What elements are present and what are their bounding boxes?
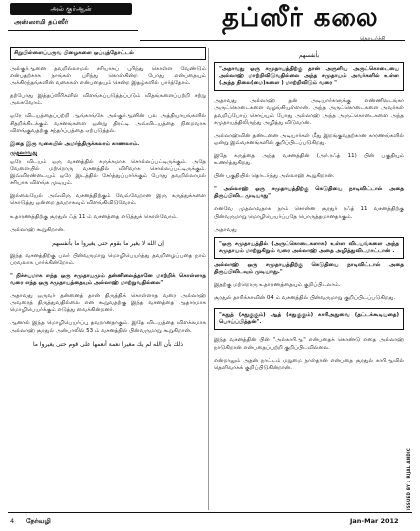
arabic-verse: بأنفسهم: [298, 52, 320, 59]
paragraph: என்றாலும் அதன் நாட்டம் மறுமை நாள்தான் என்பதை சூரதுல் காரிஆவில் தெளிவாகக் குறிப்பிடுகின்றான்.: [214, 357, 404, 371]
issuer-label: ISSUED BY : RIJAL ANDIC: [406, 447, 411, 510]
paragraph: இதே கருத்தை அந்த வசனத்தின் (அர்.ரஃத் 11) பின் பகுதியும் உணர்த்துகிறது.: [214, 152, 404, 167]
paragraph: அல்லாஹ் கூறுகிறான்.: [10, 226, 65, 233]
issue-date: Jan-Mar 2012: [350, 517, 399, 525]
paragraph: இல்லையேல் அவ்விரு வசனத்திற்கும் வேவ்வேறான இரு கருத்துக்களை கொடுத்து ஒன்றை தவறாகவும் விளங்கிவிடுவோம்.: [10, 193, 206, 207]
page-title: தப்ஸீர் கலை: [222, 3, 379, 33]
left-column: [10, 43, 206, 354]
paragraph: சூரதுல் தாரிக்காவின் 04 ம் வசனத்தில் பின்வருமாறு குறிப்பிடப்படுகிறது.: [214, 295, 396, 302]
paragraph: இதற்கு மற்றொரு உதாரணத்தையும் குறிப்பிடலாம்.: [214, 282, 341, 289]
paragraph: தற்போது இத்தப்ஸீரிகளில் விளங்கப்படுத்தப்படும் விதங்களைப்பற்றி சற்று அலசுவோம்.: [10, 93, 206, 107]
paragraph: அல்குர்ஆனை தவறில்லாமல் சரியாகப் புரிந்து கொள்ள வேண்டும் என்பதற்காக நாங்கள் புரிந்து கொள்கின்ற போது என்பதையும் அக்கிரந்தங்களின் வகைகள் என்பதையும் சென்ற இதழ்களில் பார்த்தோம்.: [10, 66, 206, 87]
boxed-quote: "ஒரு சமுதாயத்தில் (அருட்கொடைகளாக) உள்ள விடயங்களை அந்த சமுதாயம் மாற்றுகிறும் வரை அல்லாஹ் அதை அழித்துவிடமாட்டான் .: [214, 237, 404, 259]
paragraph: பின் பகுதியில் தொடர்ந்து அல்லாஹ் கூறுகிறான்.: [214, 173, 335, 180]
continued-label: தொடர்ச்சி: [360, 36, 386, 42]
paragraph: இந்த வசனத்தின் பின் "அல்காரிஆ" என்பதைக் கொண்டு எதை அல்லாஹ் நாடுகிறான் என்பதைப்பற்றி குறிப்பிடவில்லை.: [214, 337, 404, 351]
side-strip: [406, 60, 416, 510]
page-header: [0, 0, 420, 46]
quote: " அல்லாஹ் ஒரு சமுதாயத்திற்கு கெடுதியை நாடிவிட்டால் அதை திருப்பிவிட முடியாது": [214, 186, 404, 200]
footer-rule: [8, 512, 412, 513]
column-divider: [208, 48, 209, 510]
page-footer: [0, 512, 420, 531]
paragraph: ஆனால் இந்த மொழிபெயர்ப்பு தவறானதாகும். இதே விடயத்தை விளக்கமாக அல்லாஹ் சூரதுல் அன்பாலில் 53 ம் வசனத்தில் பின்வருமாறு கூறுகிறான்.: [10, 320, 206, 334]
boxed-heading: சிறுபிள்ளைப்பருவ பிழைகளை ஒப்புத்தோட்டல்: [10, 47, 206, 60]
magazine-name: நேர்வழி: [26, 517, 51, 525]
boxed-quote: "கதுத் (சதுகுகும்) ஆத் (சதுகுகும்) காரிஅதுவை (தட்டக்கூடியதை) பொய்ப்பித்தன்".: [214, 308, 404, 330]
paragraph: அதாவது ஒருவர் தன்னைத் தான் திருத்திக் கொள்ளாத வரை அல்லாஹ் அவரைத் திருத்துவதில்லை என கூறுவதற்கு இந்த வசனத்தை ஆதாரமாக மொழிபெயர்க்கும் எடுத்து வைக்கின்றனர்.: [10, 293, 206, 314]
arabic-verse: إن الله لا يغير ما بقوم حتى يغيروا ما بأنفسهم: [52, 239, 164, 247]
right-column: [214, 52, 404, 378]
paragraph: அல்லாஹ்வின் தண்டனை அடியார்கள் மீது இறங்குவதற்கான காரணங்களில் ஒன்று இவ்வசனங்களில் குறிப்பிடப்படுகிறது.: [214, 132, 404, 146]
boxed-quote: "அதாவது ஒரு சமுதாயத்திற்கு தான் அருளிய அருட்கொடையை அல்லாஹ் மாற்றிவிடுவதில்லை அந்த சமுதாயம் அவர்களில் உள்ள (அந்த நிலை(மை)களை ) மாற்றிவிடும் வரை ": [214, 62, 404, 91]
arabic-verse: ذلك بأن الله لم يك مغيرا نعمة أنعمها على قوم حتى يغيروا ما: [32, 340, 184, 348]
section-subtitle: அஸ்ஸாமி தப்ஸீர்: [14, 18, 69, 26]
header-rule-left: [8, 30, 138, 31]
series-tab: அல் குர்ஆன்: [10, 3, 132, 15]
paragraph: இந்த வசனத்திற்கு பலர் பின்வருமாறு மொழிபெயர்த்து தவறிழைப்பதை நாம் பரவலாக பார்க்கின்றோம்.: [10, 252, 206, 266]
paragraph: அதாவது அல்லாஹ் தன் அடியார்களுக்கு எண்ணிலடங்கா அருட்கொடைகளை வழங்கியுள்ளான். அந்த அருட்கொடைகளை அவர்கள் தவறிப்போய் சொய்யும் போது அல்லாஹ் அந்த அருட்கொடைகளை அந்த சமுதாயத்திலிருந்து அழித்து விடுவான்.: [214, 98, 404, 126]
paragraph: ஒரே விடயத்தைப்பற்றி ஆங்காங்கே அல்குர்ஆனின் பல அத்தியாயங்களில் சிதறிக்கிடக்கும் வசனங்களை ஒன்று திரட்டி அவ்விடயத்தை நிறைவாக விளங்குவதற்கு சந்தர்ப்பத்தை ஏற்படுத்தல்.: [10, 113, 206, 134]
section-heading: இதை இரு வகையில் அமர்ந்திருக்கலாம் காணலாம்.: [10, 140, 140, 147]
quote: " நிச்சயமாக எந்த ஒரு சமுதாயமும் தன்னிலைத்தானே மாற்றிக் கொள்ளாத வரை எந்த ஒரு சமுதாயத்தையும் அல்லாஹ் மாற்றுவதில்லை": [10, 272, 206, 287]
paragraph: உதாரணத்திற்கு சூரதுல் ஃத் 11 ம் வசனத்தை எடுத்துக் கொள்வோம்.: [10, 213, 178, 220]
page-number: 4: [10, 517, 15, 525]
paragraph: எனவே முதலாவதாக நாம் சொன்ன சூரதுர் ரஃத் 11 வசனத்திற்கு பின்வருமாறு மொழிபெயர்ப்பதே பொருத்தமானதாகும்.: [214, 206, 404, 220]
paragraph: அதாவது: [214, 226, 237, 233]
paragraph: ஒரே விடயம் ஒரு வசனத்தில் சுருக்கமாக சொல்லப்பட்டிருக்கும். அதே வேளையில் மற்றொரு வசனத்தில் விரிவாக சொல்லப்பட்டிருக்கும். இவ்விரண்டையும் ஒரே இடத்தில் சேர்த்துப்பார்க்கும் போது தவறில்லாமல் சரியாக விளங்க முடியும்.: [10, 158, 206, 187]
quote: அல்லாஹ் ஒரு சமுதாயத்திற்கு கெடுதியை நாடிவிட்டால் அதை திருப்பிவிடவும் முடியாது.": [214, 261, 404, 275]
sub-heading: முதலாவது: [10, 149, 38, 156]
